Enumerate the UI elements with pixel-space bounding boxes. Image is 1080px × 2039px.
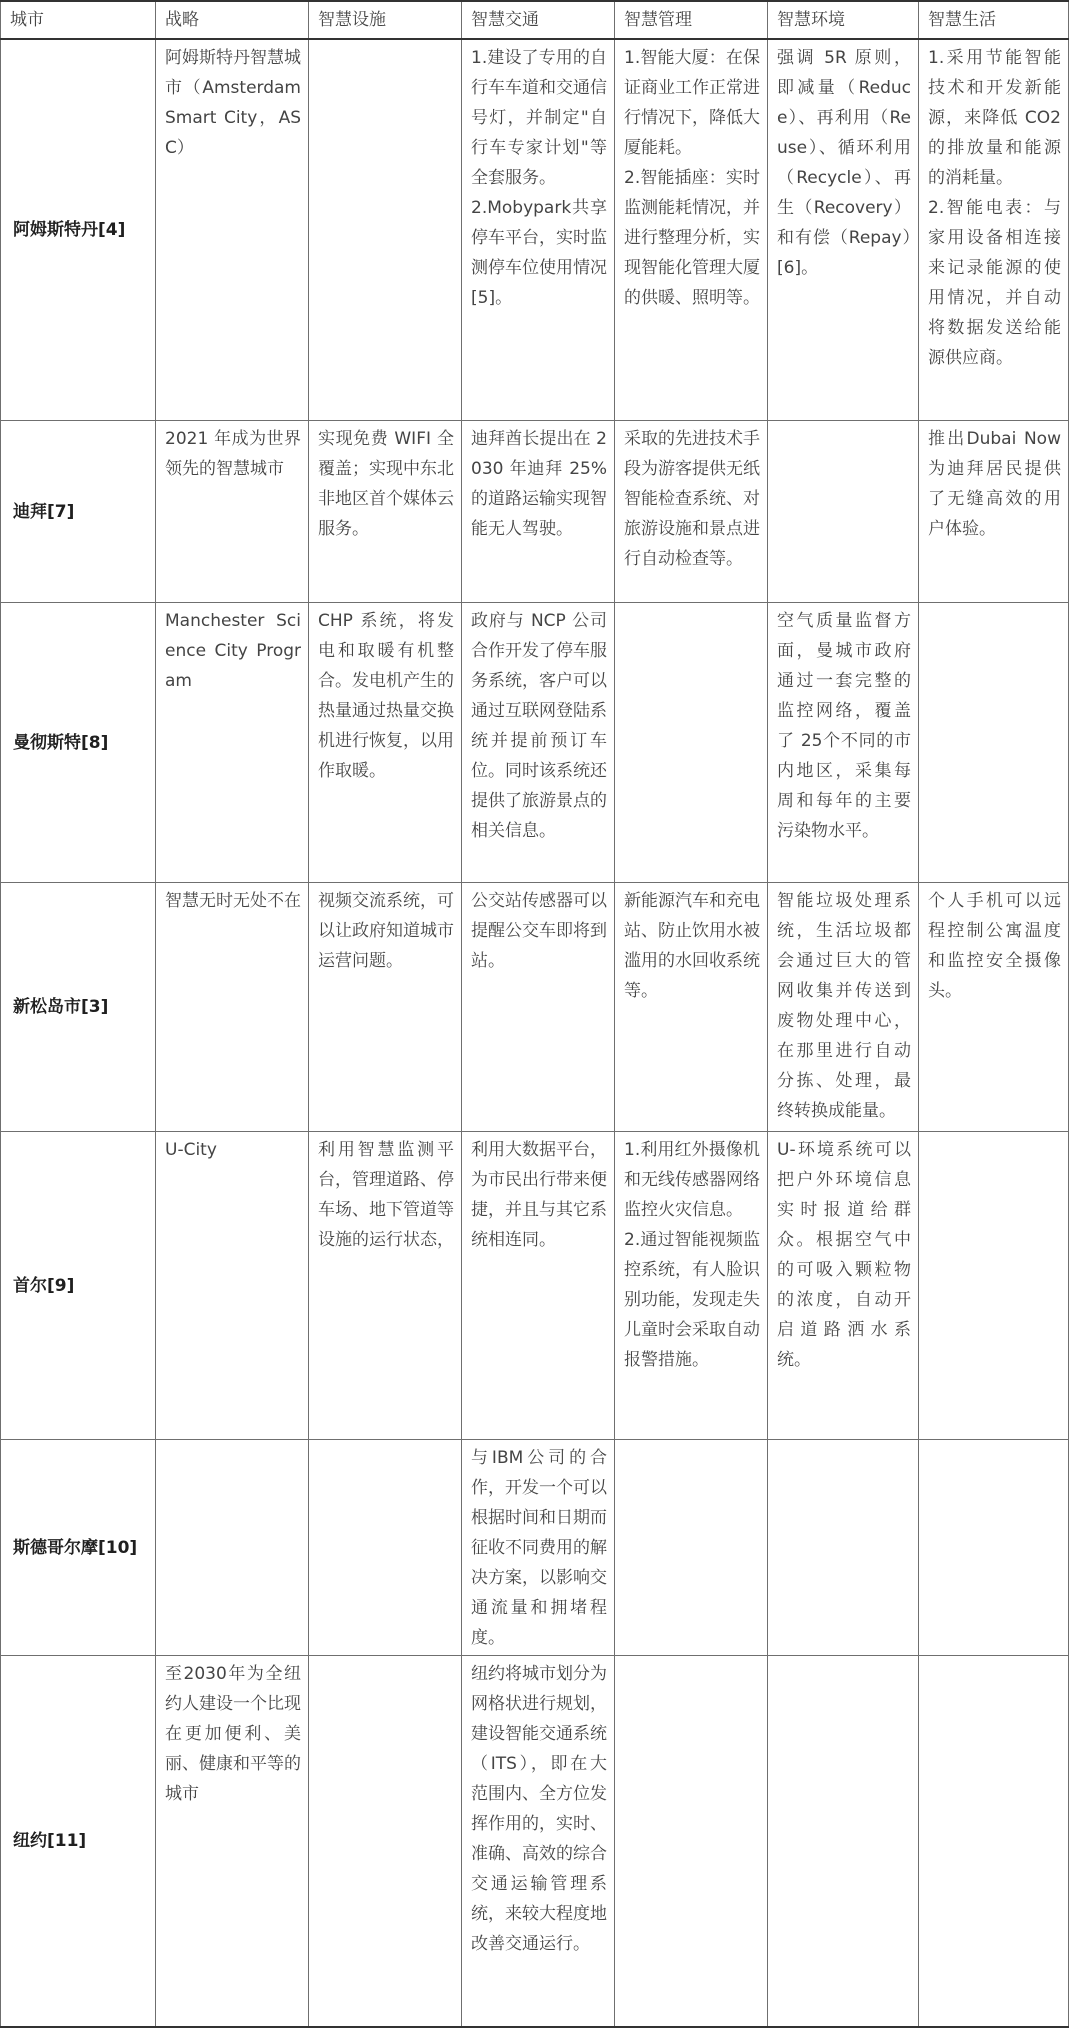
cell-management <box>615 1655 768 2027</box>
cell-paragraph: 利用大数据平台，为市民出行带来便捷，并且与其它系统相连同。 <box>471 1139 607 1250</box>
cell-environment <box>768 602 919 882</box>
cell-facilities: 实现免费 WIFI 全覆盖；实现中东北非地区首个媒体云服务。 <box>309 420 462 602</box>
cell-paragraph: 推出Dubai Now为迪拜居民提供了无缝高效的用户体验。 <box>928 428 1061 539</box>
cell-strategy: 至2030年为全纽约人建设一个比现在更加便利、美丽、健康和平等的城市 <box>156 1655 309 2027</box>
table-row <box>1 1655 1069 2027</box>
cell-management <box>615 882 768 1131</box>
cell-living <box>919 420 1069 602</box>
cell-paragraph: U-环境系统可以把户外环境信息实时报道给群众。根据空气中的可吸入颗粒物的浓度，自动开启道路洒水系统。 <box>777 1139 911 1370</box>
cell-paragraph: 智能垃圾处理系统，生活垃圾都会通过巨大的管网收集并传送到废物处理中心，在那里进行自动分拣、处理，最终转换成能量。 <box>777 890 911 1121</box>
cell-transport <box>462 420 615 602</box>
cell-management <box>615 420 768 602</box>
cell-environment <box>768 1439 919 1655</box>
cell-paragraph: 个人手机可以远程控制公寓温度和监控安全摄像头。 <box>928 890 1061 1001</box>
table-row <box>1 602 1069 882</box>
cell-strategy <box>156 1439 309 1655</box>
cell-city: 首尔[9] <box>1 1131 156 1439</box>
cell-management <box>615 602 768 882</box>
cell-transport <box>462 882 615 1131</box>
cell-strategy: 2021 年成为世界领先的智慧城市 <box>156 420 309 602</box>
cell-management <box>615 39 768 420</box>
cell-paragraph: 2.智能插座：实时监测能耗情况，并进行整理分析，实现智能化管理大厦的供暖、照明等。 <box>624 168 760 308</box>
cell-living <box>919 1439 1069 1655</box>
cell-living <box>919 39 1069 420</box>
cell-facilities <box>309 39 462 420</box>
cell-paragraph: 1.建设了专用的自行车车道和交通信号灯，并制定"自行车专家计划"等全套服务。 <box>471 48 607 188</box>
header-facilities: 智慧设施 <box>309 1 462 39</box>
cell-paragraph: 新能源汽车和充电站、防止饮用水被滥用的水回收系统等。 <box>624 890 760 1001</box>
cell-transport <box>462 1439 615 1655</box>
cell-strategy: 阿姆斯特丹智慧城市（Amsterdam Smart City，ASC） <box>156 39 309 420</box>
cell-paragraph: 政府与 NCP 公司合作开发了停车服务系统，客户可以通过互联网登陆系统并提前预订车位。同时该系统还提供了旅游景点的相关信息。 <box>471 610 607 841</box>
cell-paragraph: 强调 5R 原则，即减量（Reduce）、再利用（Reuse）、循环利用（Recycle）、再生（Recovery）和有偿（Repay）[6]。 <box>777 48 911 278</box>
cell-paragraph: 2.智能电表：与家用设备相连接来记录能源的使用情况，并自动将数据发送给能源供应商。 <box>928 198 1061 368</box>
cell-environment <box>768 882 919 1131</box>
header-environment: 智慧环境 <box>768 1 919 39</box>
cell-paragraph: 纽约将城市划分为网格状进行规划，建设智能交通系统（ITS），即在大范围内、全方位发挥作用的，实时、准确、高效的综合交通运输管理系统，来较大程度地改善交通运行。 <box>471 1663 607 1954</box>
cell-city: 曼彻斯特[8] <box>1 602 156 882</box>
cell-living <box>919 1131 1069 1439</box>
cell-management <box>615 1131 768 1439</box>
header-management: 智慧管理 <box>615 1 768 39</box>
cell-paragraph: 1.智能大厦：在保证商业工作正常进行情况下，降低大厦能耗。 <box>624 48 760 158</box>
cell-paragraph: 采取的先进技术手段为游客提供无纸智能检查系统、对旅游设施和景点进行自动检查等。 <box>624 428 760 569</box>
cell-transport <box>462 39 615 420</box>
cell-facilities: 视频交流系统，可以让政府知道城市运营问题。 <box>309 882 462 1131</box>
cell-management <box>615 1439 768 1655</box>
cell-environment <box>768 420 919 602</box>
cell-living <box>919 882 1069 1131</box>
table-row <box>1 882 1069 1131</box>
cell-city: 阿姆斯特丹[4] <box>1 39 156 420</box>
table-header-row <box>1 1 1069 39</box>
cell-facilities <box>309 1439 462 1655</box>
cell-transport <box>462 1131 615 1439</box>
cell-paragraph: 1.采用节能智能技术和开发新能源，来降低 CO2 的排放量和能源的消耗量。 <box>928 48 1061 188</box>
header-transport: 智慧交通 <box>462 1 615 39</box>
header-living: 智慧生活 <box>919 1 1069 39</box>
cell-paragraph: 1.利用红外摄像机和无线传感器网络监控火灾信息。 <box>624 1139 760 1220</box>
table-row <box>1 420 1069 602</box>
cell-transport <box>462 602 615 882</box>
cell-paragraph: 与IBM公司的合作，开发一个可以根据时间和日期而征收不同费用的解决方案，以影响交通流量和拥堵程度。 <box>471 1447 607 1648</box>
cell-paragraph: 迪拜酋长提出在 2030 年迪拜 25% 的道路运输实现智能无人驾驶。 <box>471 428 607 539</box>
cell-city: 纽约[11] <box>1 1655 156 2027</box>
cell-transport <box>462 1655 615 2027</box>
cell-strategy: 智慧无时无处不在 <box>156 882 309 1131</box>
header-strategy: 战略 <box>156 1 309 39</box>
cell-paragraph: 2.通过智能视频监控系统，有人脸识别功能，发现走失儿童时会采取自动报警措施。 <box>624 1229 760 1370</box>
table-row <box>1 1131 1069 1439</box>
cell-strategy: U-City <box>156 1131 309 1439</box>
cell-living <box>919 1655 1069 2027</box>
cell-living <box>919 602 1069 882</box>
table-row <box>1 39 1069 420</box>
cell-paragraph: 公交站传感器可以提醒公交车即将到站。 <box>471 890 607 971</box>
cell-facilities: CHP 系统，将发电和取暖有机整合。发电机产生的热量通过热量交换机进行恢复，以用作取暖。 <box>309 602 462 882</box>
cell-environment <box>768 39 919 420</box>
cell-environment <box>768 1131 919 1439</box>
table-row <box>1 1439 1069 1655</box>
cell-paragraph: 2.Mobypark共享停车平台，实时监测停车位使用情况[5]。 <box>471 198 607 308</box>
cell-paragraph: 空气质量监督方面，曼城市政府通过一套完整的监控网络，覆盖了 25个不同的市内地区，采集每周和每年的主要污染物水平。 <box>777 610 911 841</box>
cell-facilities: 利用智慧监测平台，管理道路、停车场、地下管道等设施的运行状态， <box>309 1131 462 1439</box>
cell-strategy: Manchester Science City Program <box>156 602 309 882</box>
header-city: 城市 <box>1 1 156 39</box>
cell-facilities <box>309 1655 462 2027</box>
cell-city: 斯德哥尔摩[10] <box>1 1439 156 1655</box>
cell-environment <box>768 1655 919 2027</box>
cell-city: 新松岛市[3] <box>1 882 156 1131</box>
cell-city: 迪拜[7] <box>1 420 156 602</box>
